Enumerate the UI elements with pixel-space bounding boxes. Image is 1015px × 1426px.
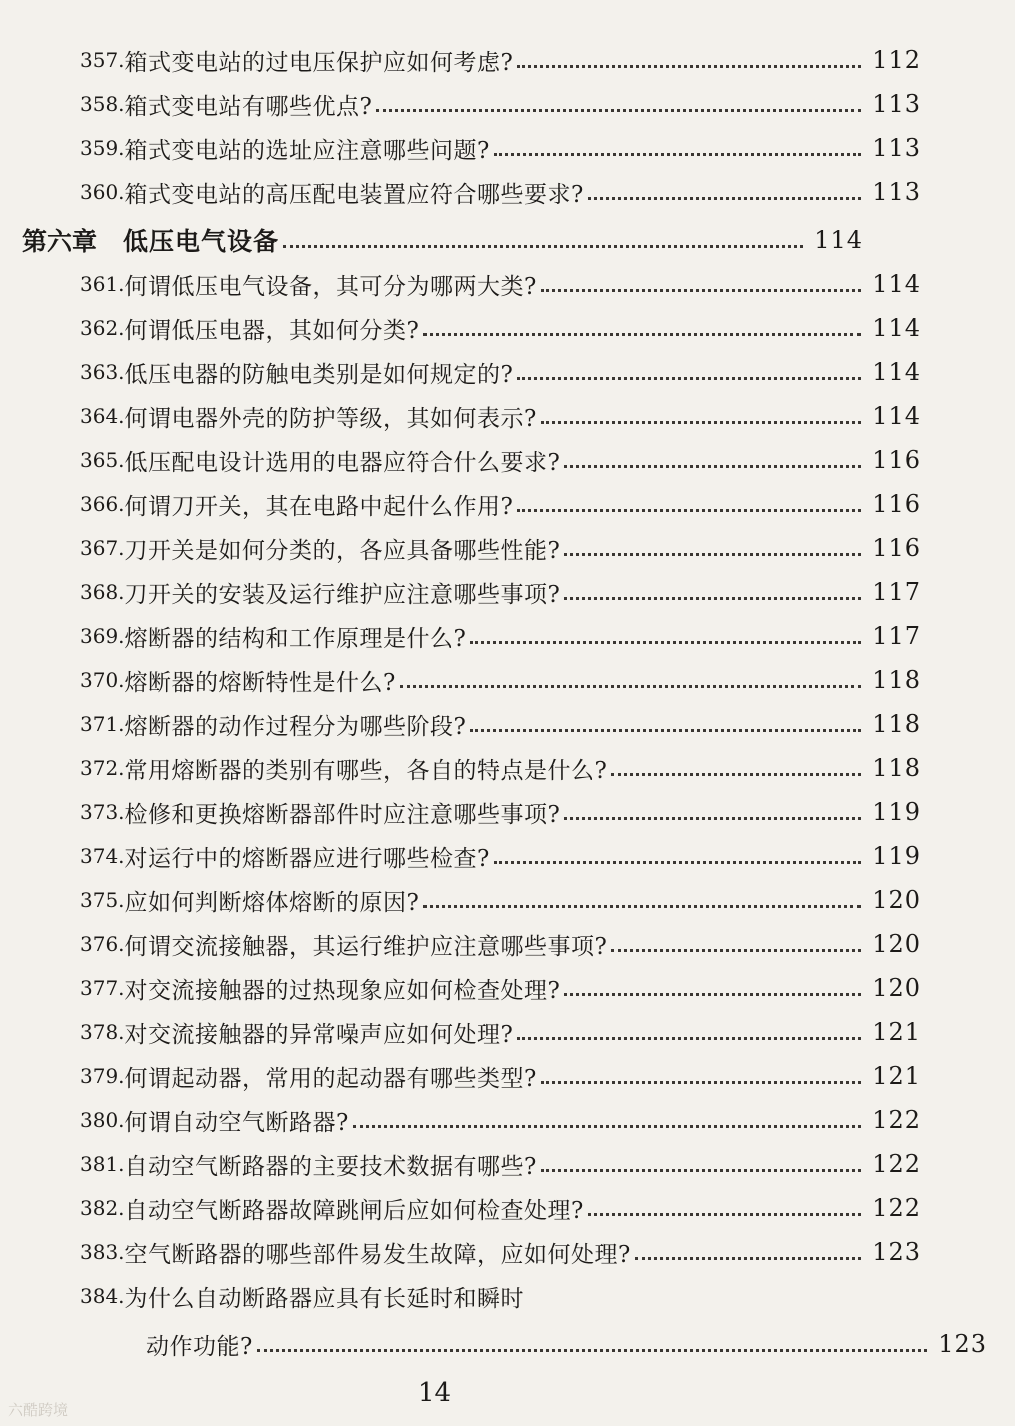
entry-title: 空气断路器的哪些部件易发生故障，应如何处理? (124, 1241, 631, 1268)
entry-page: 119 (872, 842, 921, 870)
dot-leader (376, 109, 861, 112)
dot-leader (517, 1037, 861, 1040)
entry-title: 对交流接触器的过热现象应如何检查处理? (124, 977, 561, 1004)
dot-leader (541, 1081, 861, 1084)
entry-number: 378. (80, 1020, 125, 1044)
entry-title: 常用熔断器的类别有哪些，各自的特点是什么? (124, 757, 608, 784)
entry-number: 370. (80, 668, 125, 692)
entry-page: 116 (872, 490, 921, 518)
toc-entry (0, 968, 949, 1008)
entry-title: 自动空气断路器故障跳闸后应如何检查处理? (124, 1197, 584, 1224)
entry-page: 119 (872, 798, 921, 826)
toc-entry (0, 1144, 949, 1184)
toc-entry (0, 660, 949, 700)
entry-title: 何谓低压电器，其如何分类? (124, 317, 420, 344)
dot-leader (564, 553, 861, 556)
entry-page: 118 (872, 666, 921, 694)
toc-entry (0, 440, 949, 480)
dot-leader (353, 1125, 861, 1128)
dot-leader (564, 993, 861, 996)
entry-page: 113 (872, 90, 921, 118)
entry-page: 122 (872, 1106, 921, 1134)
entry-page: 114 (872, 270, 921, 298)
page-number: 14 (417, 1378, 452, 1408)
entry-number: 380. (80, 1108, 125, 1132)
entry-page: 116 (872, 534, 921, 562)
entry-title: 刀开关的安装及运行维护应注意哪些事项? (124, 581, 561, 608)
entry-title: 熔断器的结构和工作原理是什么? (124, 625, 467, 652)
toc-entry (0, 616, 949, 656)
toc-entry (0, 1232, 949, 1272)
entry-number: 371. (80, 712, 125, 736)
entry-number: 374. (80, 844, 125, 868)
dot-leader (541, 289, 861, 292)
toc-entry (0, 128, 949, 168)
entry-title: 应如何判断熔体熔断的原因? (124, 889, 420, 916)
entry-title-continued: 动作功能? (146, 1333, 253, 1360)
dot-leader (611, 773, 861, 776)
toc-entry (0, 1012, 949, 1052)
dot-leader (494, 153, 861, 156)
dot-leader (423, 333, 861, 336)
chapter-page: 114 (814, 226, 863, 254)
toc-entry (0, 528, 949, 568)
entry-number: 384. (80, 1284, 125, 1308)
entry-number: 377. (80, 976, 125, 1000)
entry-number: 358. (80, 92, 125, 116)
dot-leader (494, 861, 861, 864)
entry-title: 检修和更换熔断器部件时应注意哪些事项? (124, 801, 561, 828)
entry-page: 120 (872, 886, 921, 914)
entry-number: 361. (80, 272, 125, 296)
entry-page: 121 (872, 1062, 921, 1090)
toc-entry (0, 880, 949, 920)
dot-leader (611, 949, 861, 952)
entry-page: 113 (872, 134, 921, 162)
chapter-label: 第六章 (22, 227, 98, 256)
dot-leader (517, 65, 861, 68)
dot-leader (564, 817, 861, 820)
dot-leader (635, 1257, 861, 1260)
entry-number: 368. (80, 580, 125, 604)
entry-number: 366. (80, 492, 125, 516)
entry-number: 381. (80, 1152, 125, 1176)
entry-number: 365. (80, 448, 125, 472)
entry-title: 对运行中的熔断器应进行哪些检查? (124, 845, 490, 872)
toc-entry (0, 264, 949, 304)
entry-number: 363. (80, 360, 125, 384)
entry-number: 362. (80, 316, 125, 340)
toc-entry (0, 572, 949, 612)
toc-entry (0, 924, 949, 964)
entry-number: 367. (80, 536, 125, 560)
toc-entry (0, 40, 949, 80)
dot-leader (400, 685, 861, 688)
dot-leader (423, 905, 861, 908)
dot-leader (588, 1213, 861, 1216)
entry-page: 118 (872, 710, 921, 738)
dot-leader (541, 421, 861, 424)
entry-page: 118 (872, 754, 921, 782)
toc-entry (0, 704, 949, 744)
entry-number: 379. (80, 1064, 125, 1088)
entry-number: 372. (80, 756, 125, 780)
toc-entry (0, 396, 949, 436)
entry-page: 116 (872, 446, 921, 474)
entry-page: 113 (872, 178, 921, 206)
entry-title: 何谓电器外壳的防护等级，其如何表示? (124, 405, 537, 432)
entry-title: 箱式变电站的高压配电装置应符合哪些要求? (124, 181, 584, 208)
entry-number: 382. (80, 1196, 125, 1220)
dot-leader (283, 245, 803, 248)
entry-title: 箱式变电站的过电压保护应如何考虑? (124, 49, 514, 76)
entry-page: 114 (872, 358, 921, 386)
entry-title: 箱式变电站有哪些优点? (124, 93, 373, 120)
toc-entry (0, 792, 949, 832)
toc-entry (0, 1056, 949, 1096)
toc-entry (0, 1276, 949, 1316)
dot-leader (517, 509, 861, 512)
dot-leader (257, 1349, 927, 1352)
toc-entry (0, 484, 949, 524)
entry-number: 360. (80, 180, 125, 204)
entry-page: 114 (872, 402, 921, 430)
entry-title: 熔断器的动作过程分为哪些阶段? (124, 713, 467, 740)
entry-page: 114 (872, 314, 921, 342)
dot-leader (564, 597, 861, 600)
toc-entry (0, 748, 949, 788)
dot-leader (588, 197, 861, 200)
entry-title: 低压电器的防触电类别是如何规定的? (124, 361, 514, 388)
entry-title: 何谓自动空气断路器? (124, 1109, 349, 1136)
toc-entry (0, 352, 949, 392)
watermark: 六酷跨境 (8, 1401, 69, 1419)
entry-number: 375. (80, 888, 125, 912)
entry-page: 121 (872, 1018, 921, 1046)
chapter-title: 低压电气设备 (123, 227, 280, 256)
entry-number: 369. (80, 624, 125, 648)
entry-number: 364. (80, 404, 125, 428)
entry-page: 122 (872, 1194, 921, 1222)
chapter-heading (0, 220, 891, 260)
entry-title: 何谓交流接触器，其运行维护应注意哪些事项? (124, 933, 608, 960)
entry-page: 117 (872, 578, 921, 606)
dot-leader (541, 1169, 861, 1172)
entry-title: 箱式变电站的选址应注意哪些问题? (124, 137, 490, 164)
entry-title: 自动空气断路器的主要技术数据有哪些? (124, 1153, 537, 1180)
entry-number: 383. (80, 1240, 125, 1264)
entry-title: 低压配电设计选用的电器应符合什么要求? (124, 449, 561, 476)
entry-number: 376. (80, 932, 125, 956)
dot-leader (517, 377, 861, 380)
entry-number: 373. (80, 800, 125, 824)
entry-title: 熔断器的熔断特性是什么? (124, 669, 396, 696)
entry-title: 何谓起动器，常用的起动器有哪些类型? (124, 1065, 537, 1092)
dot-leader (470, 729, 861, 732)
entry-number: 357. (80, 48, 125, 72)
toc-entry (0, 308, 949, 348)
entry-title: 对交流接触器的异常噪声应如何处理? (124, 1021, 514, 1048)
entry-number: 359. (80, 136, 125, 160)
entry-title: 何谓刀开关，其在电路中起什么作用? (124, 493, 514, 520)
toc-entry (0, 1188, 949, 1228)
toc-entry-continuation (0, 1324, 1015, 1364)
entry-page: 112 (872, 46, 921, 74)
entry-title: 何谓低压电气设备，其可分为哪两大类? (124, 273, 537, 300)
entry-page: 120 (872, 930, 921, 958)
entry-title: 刀开关是如何分类的，各应具备哪些性能? (124, 537, 561, 564)
toc-entry (0, 836, 949, 876)
toc-entry (0, 1100, 949, 1140)
toc-entry (0, 172, 949, 212)
toc-entry (0, 84, 949, 124)
entry-page: 122 (872, 1150, 921, 1178)
dot-leader (564, 465, 861, 468)
dot-leader (470, 641, 861, 644)
entry-page: 120 (872, 974, 921, 1002)
entry-page: 117 (872, 622, 921, 650)
entry-title: 为什么自动断路器应具有长延时和瞬时 (124, 1285, 525, 1312)
entry-page: 123 (938, 1330, 987, 1358)
entry-page: 123 (872, 1238, 921, 1266)
